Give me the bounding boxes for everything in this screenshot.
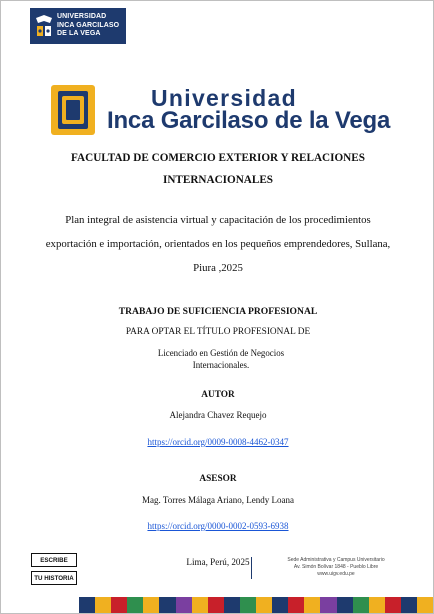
title-line-2: exportación e importación, orientados en los pequeños emprendedores, Sullana,	[45, 238, 391, 250]
decorative-color-strip	[79, 597, 433, 613]
author-orcid-link[interactable]: https://orcid.org/0009-0008-4462-0347	[147, 437, 289, 447]
university-name-line-1: Universidad	[151, 85, 297, 111]
address-line-2: Av. Simón Bolívar 1848 - Pueblo Libre	[293, 564, 379, 570]
faculty-line-1: FACULTAD DE COMERCIO EXTERIOR Y RELACIONES	[71, 152, 365, 164]
work-type: TRABAJO DE SUFICIENCIA PROFESIONAL	[118, 306, 318, 317]
advisor-name: Mag. Torres Málaga Ariano, Lendy Loana	[142, 495, 294, 505]
address-divider	[251, 557, 252, 579]
university-logo-large	[51, 85, 391, 137]
title-line-3: Piura ,2025	[193, 262, 243, 274]
title-line-1: Plan integral de asistencia virtual y capacitación de los procedimientos	[65, 214, 371, 226]
author-heading: AUTOR	[201, 390, 235, 400]
university-name-line-2: Inca Garcilaso de la Vega	[107, 107, 391, 134]
advisor-orcid-link[interactable]: https://orcid.org/0000-0002-0593-6938	[147, 521, 289, 531]
degree-line-2: Internacionales.	[192, 360, 250, 370]
place-date: Lima, Perú, 2025	[186, 557, 250, 567]
to-obtain-title: PARA OPTAR EL TÍTULO PROFESIONAL DE	[125, 327, 311, 337]
stamp-line-2: TU HISTORIA	[31, 571, 77, 585]
university-emblem-icon	[34, 13, 54, 39]
logo-line-3: DE LA VEGA	[57, 30, 101, 38]
stamp-line-1: ESCRIBE	[31, 553, 77, 567]
address-line-1: Sede Administrativa y Campus Universitario	[287, 557, 385, 563]
logo-line-2: INCA GARCILASO	[57, 21, 120, 29]
thesis-title	[45, 208, 391, 280]
logo-line-1: UNIVERSIDAD	[57, 13, 107, 21]
degree-name	[141, 347, 301, 371]
author-name: Alejandra Chavez Requejo	[169, 410, 267, 420]
degree-line-1: Licenciado en Gestión de Negocios	[157, 348, 285, 358]
campus-address	[251, 557, 421, 578]
escribe-tu-historia-stamp	[31, 553, 79, 589]
advisor-heading: ASESOR	[199, 474, 237, 484]
crest-icon	[51, 85, 95, 135]
university-logo-small	[30, 8, 126, 44]
faculty-line-2: INTERNACIONALES	[162, 174, 274, 186]
faculty-name	[1, 147, 434, 191]
address-line-3: www.uigv.edu.pe	[317, 571, 355, 577]
